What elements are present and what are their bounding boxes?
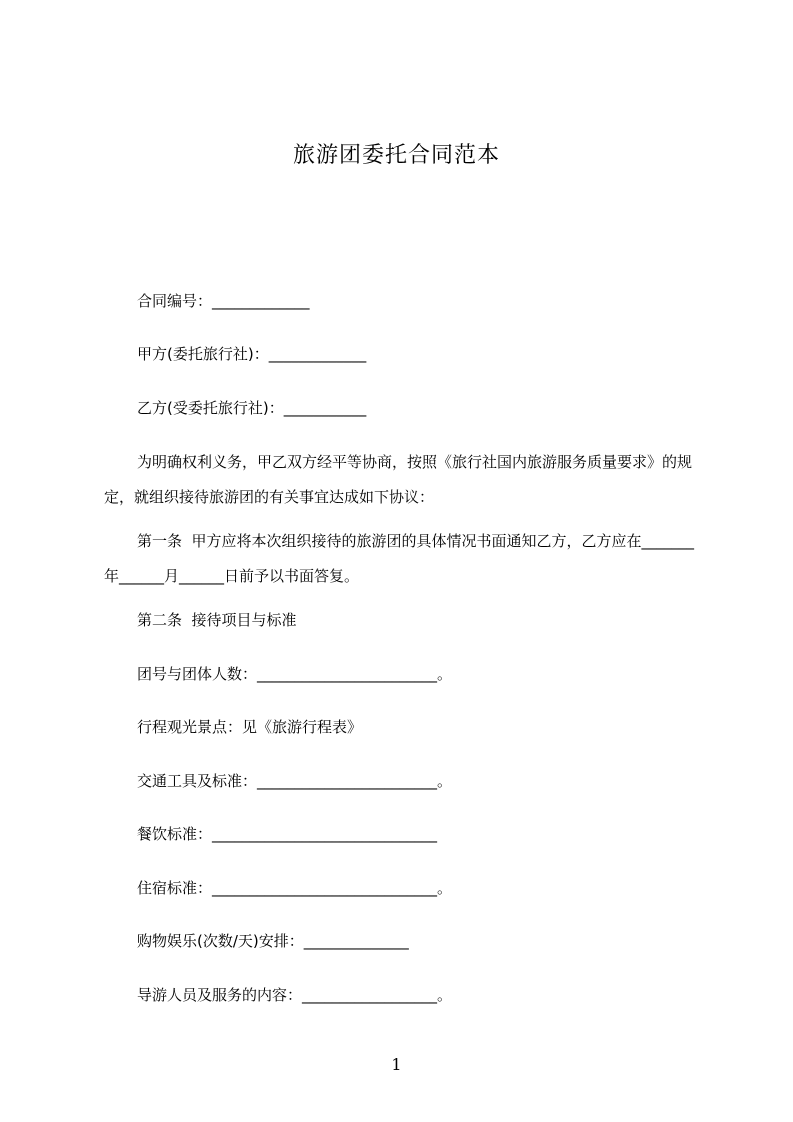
intro-paragraph: 为明确权利义务，甲乙双方经平等协商，按照《旅行社国内旅游服务质量要求》的规定，就组织接待旅游团的有关事宜达成如下协议： [104,453,693,506]
contract-number-field: 合同编号：_____________ [137,292,310,310]
article-2-heading: 第二条 接待项目与标准 [137,611,297,629]
dining-field: 餐饮标准：______________________________ [137,825,438,843]
page-number: 1 [391,1055,402,1074]
page-title: 旅游团委托合同范本 [292,143,500,168]
lodging-field: 住宿标准：______________________________。 [137,879,453,897]
transport-field: 交通工具及标准：________________________。 [137,772,453,790]
party-b-field: 乙方(受委托旅行社)：___________ [137,399,367,417]
party-a-field: 甲方(委托旅行社)：_____________ [137,345,367,363]
guide-field: 导游人员及服务的内容：__________________。 [137,986,453,1004]
itinerary-line: 行程观光景点：见《旅游行程表》 [137,718,363,736]
article-1: 第一条 甲方应将本次组织接待的旅游团的具体情况书面通知乙方，乙方应在_______年______月______日前予以书面答复。 [104,532,695,585]
shopping-field: 购物娱乐(次数/天)安排：______________ [137,932,409,950]
group-size-field: 团号与团体人数：________________________。 [137,665,453,683]
